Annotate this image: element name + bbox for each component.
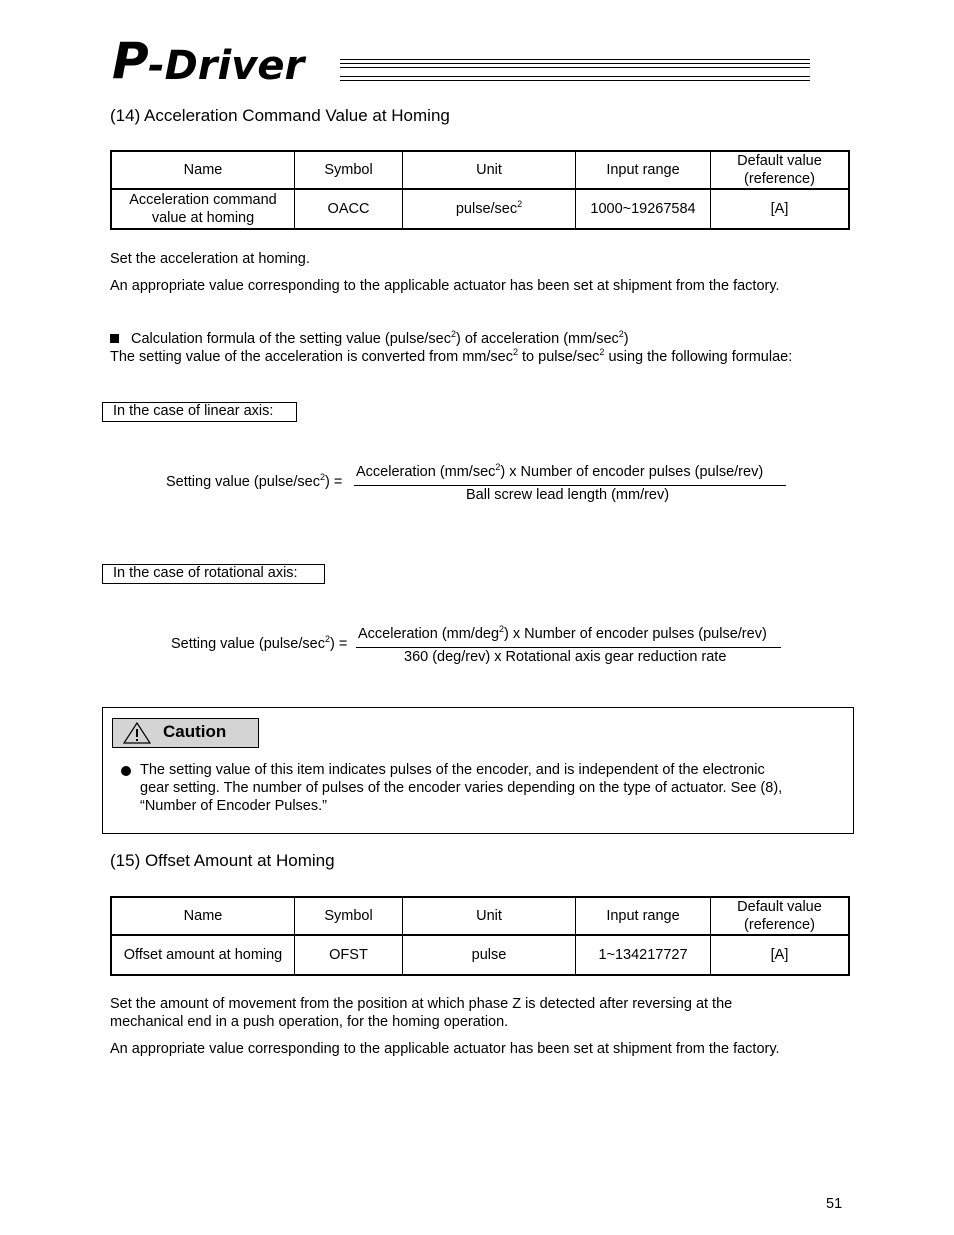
rotational-fraction-bar — [356, 647, 781, 648]
col-header-symbol: Symbol — [295, 897, 403, 935]
table-row — [111, 189, 849, 229]
col-header-name: Name — [111, 897, 295, 935]
caution-line: “Number of Encoder Pulses.” — [140, 798, 327, 814]
calc-description: The setting value of the acceleration is converted from $mm/\sec^2$ to pulse/$\sec^2$ using the following formulae: — [110, 347, 793, 365]
col-header-symbol: Symbol — [295, 151, 403, 189]
linear-formula-numerator: Acceleration $(mm/\sec^2)$ x Number of encoder pulses (pulse/rev) — [356, 462, 764, 480]
paragraph: mechanical end in a push operation, for the homing operation. — [110, 1014, 509, 1030]
paragraph: An appropriate value corresponding to the applicable actuator has been set at shipment from the factory. — [110, 278, 780, 294]
linear-fraction-bar — [354, 485, 786, 486]
cell-symbol: OFST — [295, 935, 403, 975]
col-header-input-range: Input range — [576, 897, 711, 935]
bullet-icon — [121, 766, 131, 776]
warning-icon — [123, 722, 151, 744]
logo-driver: -Driver — [148, 43, 305, 89]
caution-line: gear setting. The number of pulses of the encoder varies depending on the type of actuator. See (8), — [140, 780, 783, 796]
cell-default: [A] — [711, 935, 850, 975]
table-header-row — [111, 897, 849, 935]
page-number: 51 — [826, 1196, 843, 1212]
cell-symbol: OACC — [295, 189, 403, 229]
col-header-unit: Unit — [403, 151, 576, 189]
section-14-title: (14) Acceleration Command Value at Homing — [110, 106, 450, 125]
col-header-default: Default value (reference) — [711, 151, 850, 189]
cell-unit: pulse/$\sec^2$ — [403, 189, 576, 229]
section-15-table — [110, 896, 850, 976]
cell-unit: pulse — [403, 935, 576, 975]
col-header-default: Default value (reference) — [711, 897, 850, 935]
linear-formula-lhs: Setting value $(pulse/\sec^2)$ = — [166, 472, 343, 490]
caution-line: The setting value of this item indicates pulses of the encoder, and is independent of the electronic — [140, 762, 765, 778]
paragraph: Set the acceleration at homing. — [110, 251, 310, 267]
caution-tag — [112, 718, 259, 748]
calc-heading: Calculation formula of the setting value $(pulse/\sec^2)$ of acceleration $(mm/\sec^2)$ — [110, 330, 629, 348]
linear-formula-denominator: Ball screw lead length (mm/rev) — [466, 487, 670, 503]
caution-title: Caution — [163, 722, 227, 741]
table-header-row — [111, 151, 849, 189]
rotational-axis-label: In the case of rotational axis: — [102, 564, 325, 584]
col-header-name: Name — [111, 151, 295, 189]
col-header-unit: Unit — [403, 897, 576, 935]
rotational-formula-denominator: 360 (deg/rev) x Rotational axis gear reduction rate — [404, 649, 727, 665]
cell-name: Offset amount at homing — [111, 935, 295, 975]
cell-range: 1~134217727 — [576, 935, 711, 975]
section-14-table — [110, 150, 850, 230]
cell-range: 1000~19267584 — [576, 189, 711, 229]
rotational-formula-numerator: Acceleration (mm/deg$^2$) x Number of encoder pulses (pulse/rev) — [358, 624, 767, 642]
logo-p: P — [112, 32, 148, 90]
square-bullet-icon — [110, 334, 119, 343]
table-row — [111, 935, 849, 975]
rotational-formula-lhs: Setting value $(pulse/\sec^2)$ = — [171, 634, 348, 652]
col-header-input-range: Input range — [576, 151, 711, 189]
logo-rule-lines — [340, 59, 810, 83]
cell-name: Acceleration command value at homing — [111, 189, 295, 229]
linear-axis-label: In the case of linear axis: — [102, 402, 297, 422]
paragraph: Set the amount of movement from the position at which phase Z is detected after reversing at the — [110, 996, 733, 1012]
paragraph: An appropriate value corresponding to the applicable actuator has been set at shipment from the factory. — [110, 1041, 780, 1057]
cell-default: [A] — [711, 189, 850, 229]
section-15-title: (15) Offset Amount at Homing — [110, 851, 335, 870]
